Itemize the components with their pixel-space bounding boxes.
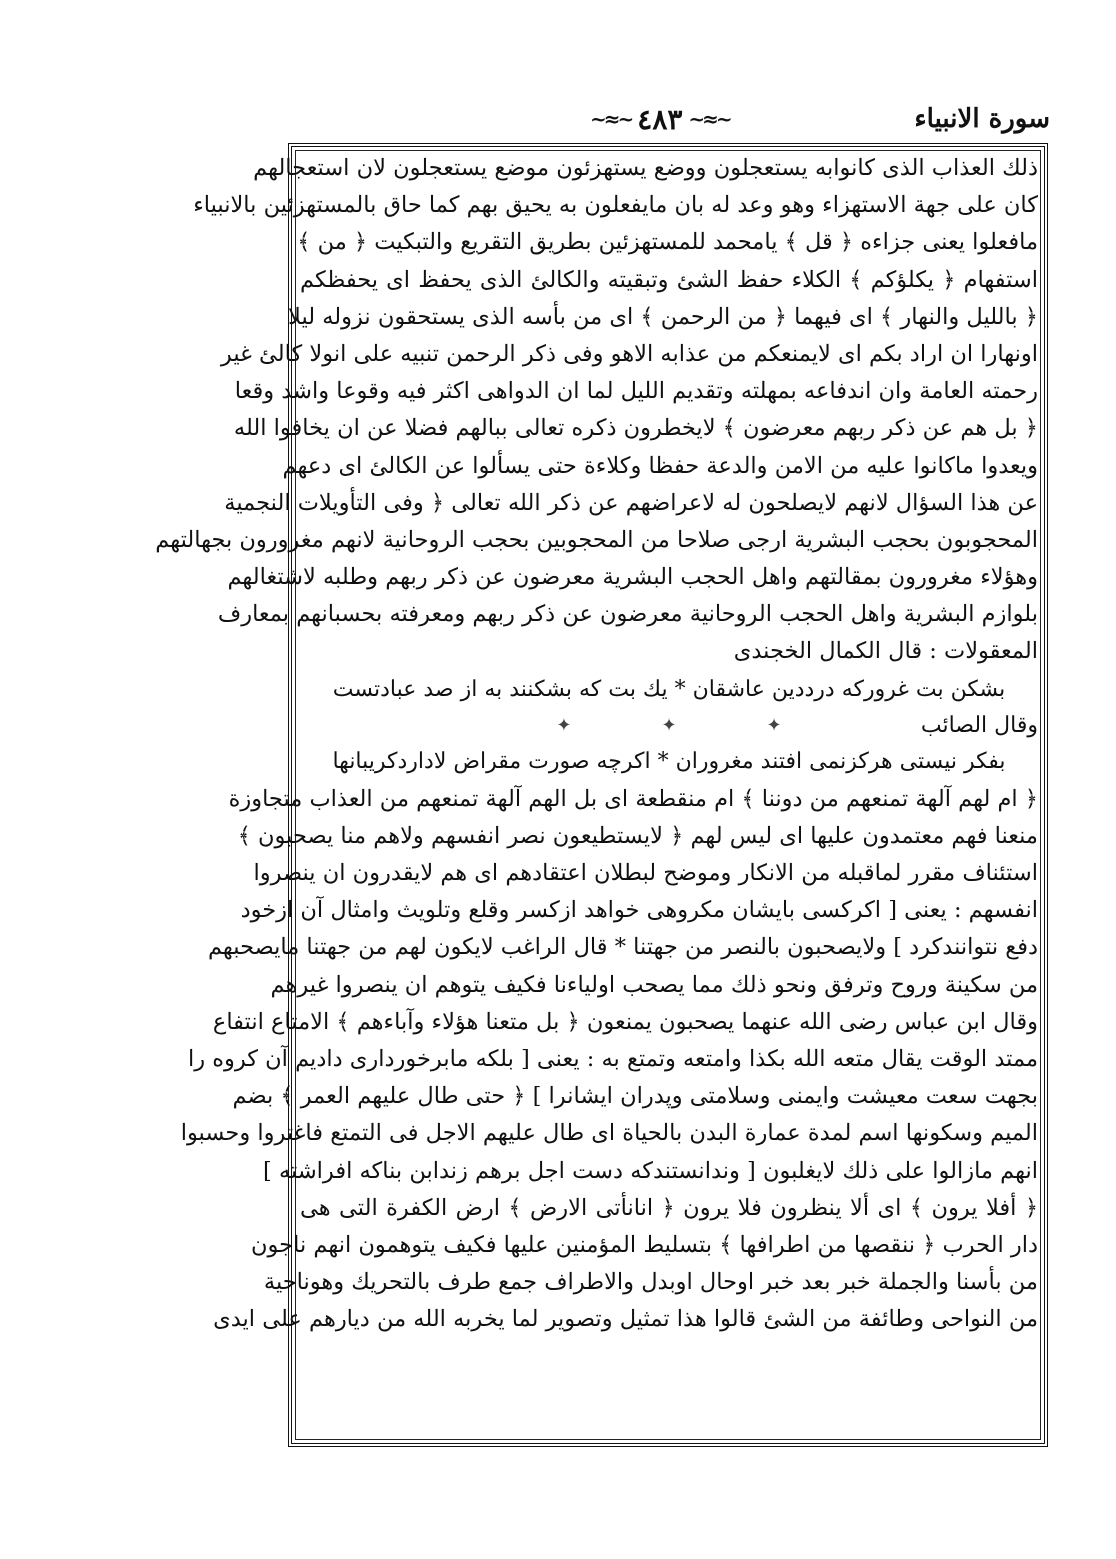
page-number: ٤٨٣ (637, 102, 683, 136)
text-line: دفع نتوانندكرد ] ولايصحبون بالنصر من جهتنا * قال الراغب لايكون لهم من جهتنا مايصحبهم (207, 934, 1038, 961)
text-line: الميم وسكونها اسم لمدة عمارة البدن بالحياة اى طال عليهم الاجل فى التمتع فاغتروا وحسبوا (180, 1120, 1038, 1147)
text-line: وهؤلاء مغرورون بمقالتهم واهل الحجب البشرية معرضون عن ذكر ربهم وطلبه لاشتغالهم (227, 564, 1038, 591)
surah-title: سورة الانبياء (914, 104, 1050, 134)
text-line: منعنا فهم معتمدون عليها اى ليس لهم ﴿ لايستطيعون نصر انفسهم ولاهم منا يصحبون ﴾ (237, 822, 1038, 849)
page-header (290, 98, 1050, 140)
poem-verse: بفكر نيستى هركزنمى افتند مغروران * اكرچه صورت مقراض لاداردكريبانها (332, 748, 1006, 774)
text-line: عن هذا السؤال لانهم لايصلحون له لاعراضهم عن ذكر الله تعالى ﴿ وفى التأويلات النجمية (224, 489, 1038, 516)
text-line: من النواحى وطائفة من الشئ قالوا هذا تمثيل وتصوير لما يخربه الله من ديارهم على ايدى (213, 1306, 1038, 1333)
text-line: ﴿ بل هم عن ذكر ربهم معرضون ﴾ لايخطرون ذكره تعالى ببالهم فضلا عن ان يخافوا الله (233, 415, 1038, 442)
poem-attribution (300, 709, 1038, 743)
text-line: ﴿ بالليل والنهار ﴾ اى فيهما ﴿ من الرحمن ﴾ اى من بأسه الذى يستحقون نزوله ليلا (288, 303, 1038, 330)
text-line: مافعلوا يعنى جزاءه ﴿ قل ﴾ يامحمد للمستهزئين بطريق التقريع والتبكيت ﴿ من ﴾ (297, 229, 1038, 256)
text-line: وقال ابن عباس رضى الله عنهما يصحبون يمنعون ﴿ بل متعنا هؤلاء وآباءهم ﴾ الامتاع انتفاع (212, 1008, 1038, 1035)
divider-ornaments (300, 709, 1038, 743)
text-line: استفهام ﴿ يكلؤكم ﴾ الكلاء حفظ الشئ وتبقيته والكالئ الذى يحفظ اى يحفظكم (300, 266, 1038, 293)
poem-verse: بشكن بت غروركه درددين عاشقان * يك بت كه بشكنند به از صد عبادتست (332, 676, 1006, 702)
body-text (155, 150, 1038, 1338)
text-line: من سكينة وروح وترفق ونحو ذلك مما يصحب اولياءنا فكيف يتوهم ان ينصروا غيرهم (270, 971, 1038, 998)
text-line: انهم مازالوا على ذلك لايغلبون [ وندانستندكه دست اجل برهم زندابن بناكه افراشته ] (263, 1157, 1038, 1184)
text-line: كان على جهة الاستهزاء وهو وعد له بان مايفعلون به يحيق بهم كما حاق بالمستهزئين بالانبياء (193, 192, 1038, 219)
attribution-text: وقال الصائب (920, 712, 1038, 738)
ornament-left-icon: ~≈~ (688, 107, 730, 131)
text-line: اونهارا ان اراد بكم اى لايمنعكم من عذابه الاهو وفى ذكر الرحمن تنبيه على انولا كالئ غير (220, 340, 1038, 367)
ornament-icon: ✦ (556, 714, 572, 736)
ornament-icon: ✦ (661, 714, 677, 736)
ornament-icon: ✦ (766, 714, 782, 736)
text-line: بلوازم البشرية واهل الحجب الروحانية معرضون عن ذكر ربهم ومعرفته بحسبانهم بمعارف (217, 601, 1038, 628)
text-line: استئناف مقرر لماقبله من الانكار وموضح لبطلان اعتقادهم اى هم لايقدرون ان ينصروا (253, 860, 1038, 886)
text-line: بجهت سعت معيشت وايمنى وسلامتى وپدران ايشانرا ] ﴿ حتى طال عليهم العمر ﴾ بضم (232, 1083, 1038, 1110)
page-number-group (590, 103, 730, 136)
text-line: ممتد الوقت يقال متعه الله بكذا وامتعه وتمتع به : يعنى [ بلكه مابرخوردارى داديم آن كروه را (187, 1045, 1038, 1072)
text-line: ذلك العذاب الذى كانوابه يستعجلون ووضع يستهزئون موضع يستعجلون لان استعجالهم (253, 155, 1038, 181)
text-line: انفسهم : يعنى [ اكركسى بايشان مكروهى خواهد ازكسر وقلع وتلويث وامثال آن ازخود (240, 897, 1038, 924)
text-line: من بأسنا والجملة خبر بعد خبر اوحال اوبدل والاطراف جمع طرف بالتحريك وهوناحية (263, 1269, 1038, 1296)
ornament-right-icon: ~≈~ (590, 107, 632, 131)
text-line: المعقولات : قال الكمال الخجندى (733, 638, 1038, 665)
text-line: ويعدوا ماكانوا عليه من الامن والدعة حفظا وكلاءة حتى يسألوا عن الكالئ اى دعهم (282, 452, 1038, 479)
text-line: دار الحرب ﴿ ننقصها من اطرافها ﴾ بتسليط المؤمنين عليها فكيف يتوهمون انهم ناجون (251, 1231, 1038, 1258)
text-line: ﴿ ام لهم آلهة تمنعهم من دوننا ﴾ ام منقطعة اى بل الهم آلهة تمنعهم من العذاب متجاوزة (228, 785, 1038, 812)
text-line: رحمته العامة وان اندفاعه بمهلته وتقديم الليل لما ان الدواهى اكثر فيه وقوعا واشد وقعا (234, 378, 1038, 405)
text-line: المحجوبون بحجب البشرية ارجى صلاحا من المحجوبين بحجب الروحانية لانهم مغرورون بجهالتهم (155, 526, 1038, 553)
text-line: ﴿ أفلا يرون ﴾ اى ألا ينظرون فلا يرون ﴿ انانأتى الارض ﴾ ارض الكفرة التى هى (300, 1194, 1038, 1221)
